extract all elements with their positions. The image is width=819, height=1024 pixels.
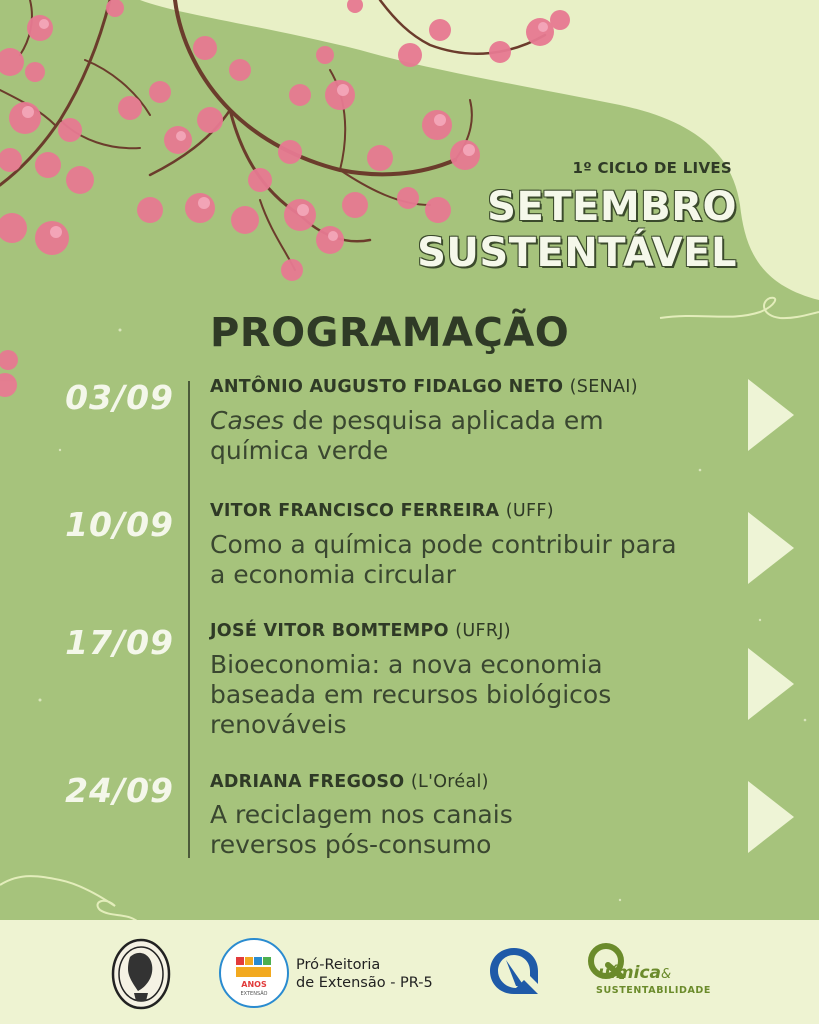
proreitoria-label <box>296 956 433 992</box>
schedule-date: 03/09 <box>65 378 174 417</box>
quimica-logo-amp: & <box>661 967 672 982</box>
speaker-institution: (L'Oréal) <box>410 772 489 792</box>
timeline-divider <box>188 381 190 858</box>
speaker-name-text: VITOR FRANCISCO FERREIRA <box>210 501 500 521</box>
talk-title <box>210 530 690 590</box>
talk-title <box>210 800 610 860</box>
svg-text:ANOS: ANOS <box>241 980 267 989</box>
talk-title-italic: Cases <box>210 406 285 435</box>
university-seal-icon <box>110 937 172 1011</box>
talk-title-text: de pesquisa aplicada em química verde <box>210 406 604 465</box>
quimica-logo-word <box>598 963 671 983</box>
schedule-date: 10/09 <box>65 505 174 544</box>
schedule-date: 17/09 <box>65 623 174 662</box>
speaker-name-text: ANTÔNIO AUGUSTO FIDALGO NETO <box>210 377 564 397</box>
speaker-name-text: JOSÉ VITOR BOMTEMPO <box>210 621 449 641</box>
play-arrow-icon[interactable] <box>748 512 794 584</box>
schedule-date: 24/09 <box>65 771 174 810</box>
svg-text:EXTENSÃO: EXTENSÃO <box>240 991 268 997</box>
talk-title <box>210 406 690 466</box>
play-arrow-icon[interactable] <box>748 648 794 720</box>
play-arrow-icon[interactable] <box>748 379 794 451</box>
speaker-name <box>210 377 638 397</box>
speaker-name-text: ADRIANA FREGOSO <box>210 772 405 792</box>
sustentabilidade-logo-label: SUSTENTABILIDADE <box>596 985 711 996</box>
cycle-label: 1º CICLO DE LIVES <box>572 159 732 177</box>
speaker-name <box>210 772 489 792</box>
talk-title-text: Bioeconomia: a nova economia baseada em recursos biológicos renováveis <box>210 650 612 739</box>
play-arrow-icon[interactable] <box>748 781 794 853</box>
speaker-name <box>210 621 511 641</box>
proreitoria-line2: de Extensão - PR-5 <box>296 975 433 991</box>
talk-title <box>210 650 690 740</box>
speaker-institution: (UFRJ) <box>455 621 511 641</box>
talk-title-text: A reciclagem nos canais reversos pós-consumo <box>210 800 513 859</box>
ufrj-100-anos-logo-icon <box>218 937 290 1009</box>
q-logo-icon <box>488 946 540 996</box>
section-title: PROGRAMAÇÃO <box>210 310 570 356</box>
event-title-line2: SUSTENTÁVEL <box>417 230 737 276</box>
speaker-name <box>210 501 554 521</box>
speaker-institution: (UFF) <box>505 501 554 521</box>
talk-title-text: Como a química pode contribuir para a economia circular <box>210 530 677 589</box>
proreitoria-line1: Pró-Reitoria <box>296 957 381 973</box>
speaker-institution: (SENAI) <box>569 377 638 397</box>
event-title-line1: SETEMBRO <box>487 184 737 230</box>
quimica-logo-word-text: uímica <box>598 963 662 983</box>
